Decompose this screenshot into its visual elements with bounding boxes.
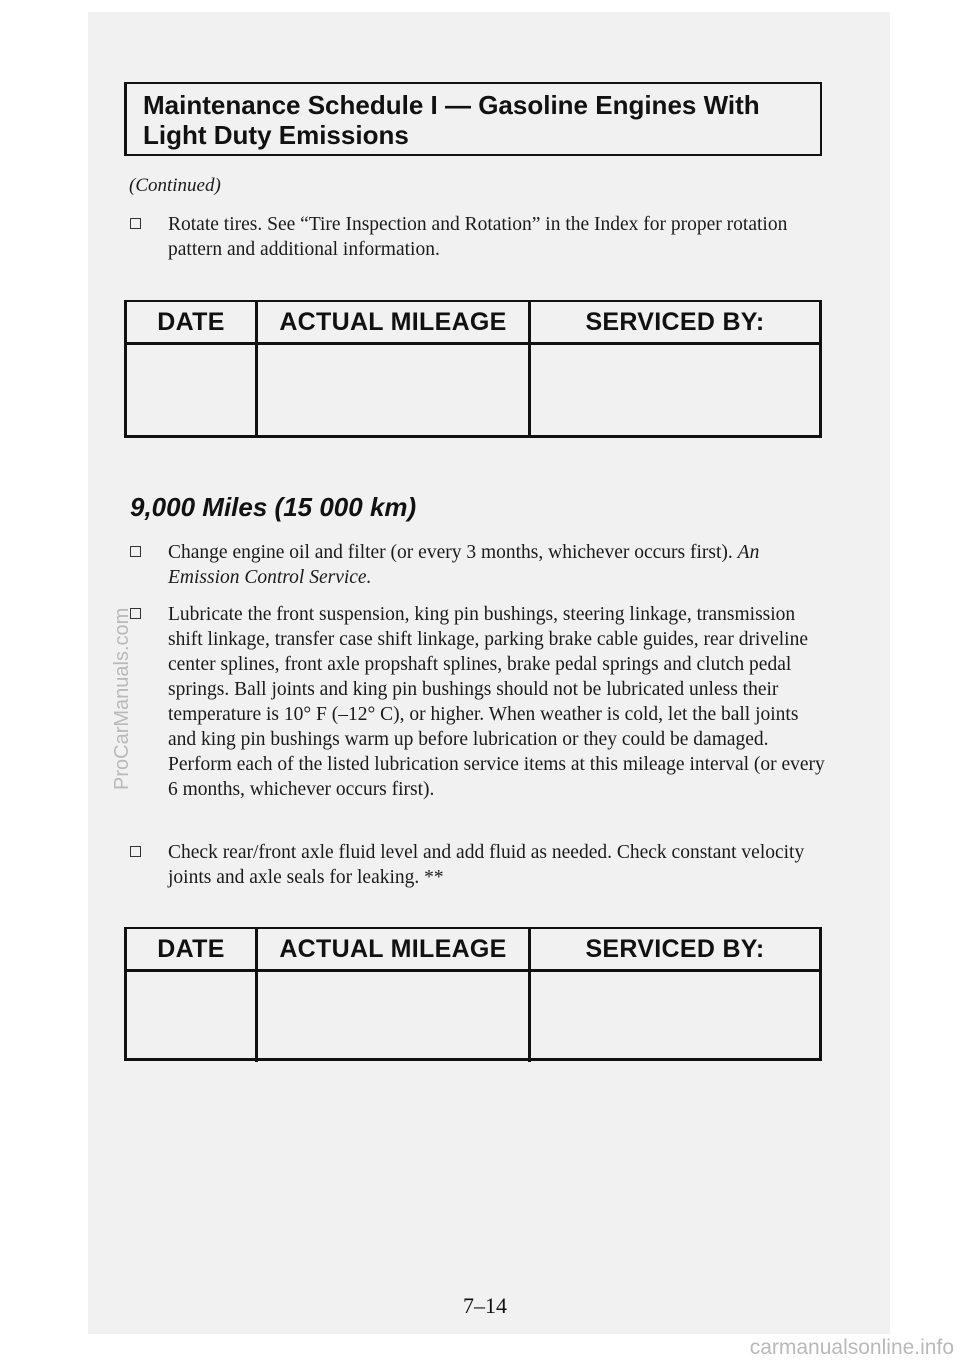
page-title-box (124, 82, 822, 156)
page-title-line-1: Maintenance Schedule I — Gasoline Engines With (143, 90, 760, 120)
bottom-watermark: carmanualsonline.info (749, 1336, 954, 1359)
actual-mileage-cell[interactable] (257, 344, 530, 436)
column-header-actual-mileage: ACTUAL MILEAGE (257, 302, 530, 344)
service-record-table-1 (124, 300, 822, 438)
page-title-line-2: Light Duty Emissions (143, 120, 409, 150)
serviced-by-cell[interactable] (530, 971, 820, 1063)
checkbox-icon[interactable] (130, 218, 141, 229)
section-heading: 9,000 Miles (15 000 km) (130, 492, 417, 522)
date-cell[interactable] (127, 344, 257, 436)
column-header-date: DATE (127, 302, 257, 344)
checklist-item-text: Check rear/front axle fluid level and add fluid as needed. Check constant velocity joints and axle seals for leaking. ** (168, 842, 805, 888)
column-header-serviced-by: SERVICED BY: (530, 302, 820, 344)
serviced-by-cell[interactable] (530, 344, 820, 436)
column-header-actual-mileage: ACTUAL MILEAGE (257, 929, 530, 971)
date-cell[interactable] (127, 971, 257, 1063)
oil-change-text: Change engine oil and filter (or every 3 months, whichever occurs first). (168, 542, 733, 563)
side-watermark: ProCarManuals.com (111, 607, 133, 790)
column-header-date: DATE (127, 929, 257, 971)
checkbox-icon[interactable] (130, 546, 141, 557)
checklist-item-text: Lubricate the front suspension, king pin bushings, steering linkage, transmission shift linkage, transfer case shift linkage, parking brake cable guides, rear driveline center splines, front axle propshaft splines, brake pedal springs and clutch pedal springs. Ball joints and king pin bushings should not be lubricated unless their temperature is 10° F (–12° C), or higher. When weather is cold, let the ball joints and king pin bushings warm up before lubrication or they could be damaged. Perform each of the listed lubrication service items at this mileage interval (or every 6 months, whichever occurs first). (168, 604, 825, 800)
checklist-item-text (168, 540, 828, 590)
actual-mileage-cell[interactable] (257, 971, 530, 1063)
page-number: 7–14 (463, 1293, 507, 1318)
emission-service-note: An Emission Control Service. (168, 542, 760, 588)
checkbox-icon[interactable] (130, 846, 141, 857)
checklist-item-text: Rotate tires. See “Tire Inspection and Rotation” in the Index for proper rotation pattern and additional information. (168, 214, 788, 260)
column-header-serviced-by: SERVICED BY: (530, 929, 820, 971)
service-record-table-2 (124, 927, 822, 1061)
continued-label: (Continued) (129, 175, 221, 196)
